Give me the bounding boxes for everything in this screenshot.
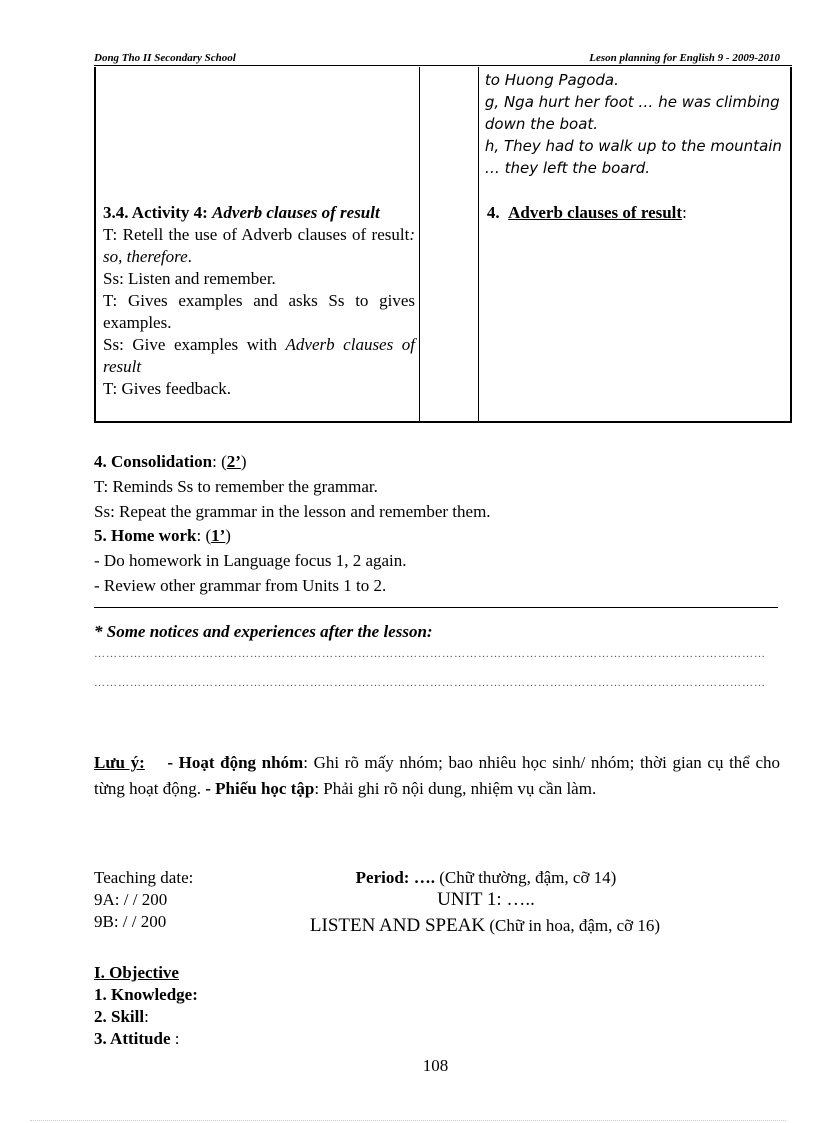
objective-item: 3. Attitude :: [94, 1029, 180, 1048]
exercise-lines: to Huong Pagoda. g, Nga hurt her foot … he was climbing down the boat. h, They had to walk up to the mountain … they left the board.: [484, 71, 782, 177]
school-name: Dong Tho II Secondary School: [94, 52, 236, 64]
time-cell: [420, 67, 479, 422]
homework-line: - Do homework in Language focus 1, 2 again.: [94, 551, 407, 570]
page-bottom-border: [30, 1120, 786, 1121]
notice-dots: ……………………………………………………………………………………………………………………………………………………: [94, 648, 766, 660]
homework-heading: 5. Home work: (1’): [94, 526, 231, 545]
homework-line: - Review other grammar from Units 1 to 2.: [94, 576, 387, 595]
activity-cell: [95, 67, 420, 422]
notice-dots: ……………………………………………………………………………………………………………………………………………………: [94, 677, 766, 689]
class-9b-date: 9B: / / 200: [94, 912, 167, 931]
activity-line: Ss: Give examples with Adverb clauses of result: [103, 335, 415, 376]
objective-item: 2. Skill:: [94, 1007, 149, 1026]
activity-block: [103, 202, 415, 400]
consolidation-heading: 4. Consolidation: (2’): [94, 452, 247, 471]
objective-item: 1. Knowledge:: [94, 985, 198, 1004]
period-line: Period: …. (Chữ thường, đậm, cỡ 14): [355, 868, 617, 887]
lesson-table: [94, 67, 792, 423]
notices-title: * Some notices and experiences after the lesson:: [94, 622, 433, 641]
grammar-heading: 4. Adverb clauses of result:: [486, 203, 687, 222]
teaching-date-label: Teaching date:: [94, 868, 194, 887]
lesson-title: LISTEN AND SPEAK (Chữ in hoa, đậm, cỡ 16): [309, 915, 661, 936]
objective-title: I. Objective: [94, 963, 179, 982]
consolidation-line: Ss: Repeat the grammar in the lesson and remember them.: [94, 502, 491, 521]
section-divider: [94, 607, 778, 608]
activity-line: T: Gives examples and asks Ss to gives examples.: [103, 291, 415, 332]
page-number: 108: [422, 1056, 449, 1075]
content-cell: [478, 67, 791, 422]
activity-line: Ss: Listen and remember.: [103, 269, 276, 288]
activity-line: T: Retell the use of Adverb clauses of result: so, therefore.: [103, 225, 415, 266]
header-divider: [94, 65, 792, 66]
unit-title: UNIT 1: …..: [437, 889, 535, 910]
note-paragraph: Lưu ý: - Hoạt động nhóm: Ghi rõ mấy nhóm; bao nhiêu học sinh/ nhóm; thời gian cụ thể cho từng hoạt động. - Phiếu học tập: Phải ghi rõ nội dung, nhiệm vụ cần làm.: [94, 753, 781, 798]
lesson-planning-title: Leson planning for English 9 - 2009-2010: [589, 52, 780, 64]
class-9a-date: 9A: / / 200: [94, 890, 168, 909]
activity-heading: 3.4. Activity 4: Adverb clauses of result: [103, 203, 380, 222]
activity-title: Adverb clauses of result: [212, 203, 380, 222]
consolidation-line: T: Reminds Ss to remember the grammar.: [94, 477, 378, 496]
activity-line: T: Gives feedback.: [103, 379, 232, 398]
